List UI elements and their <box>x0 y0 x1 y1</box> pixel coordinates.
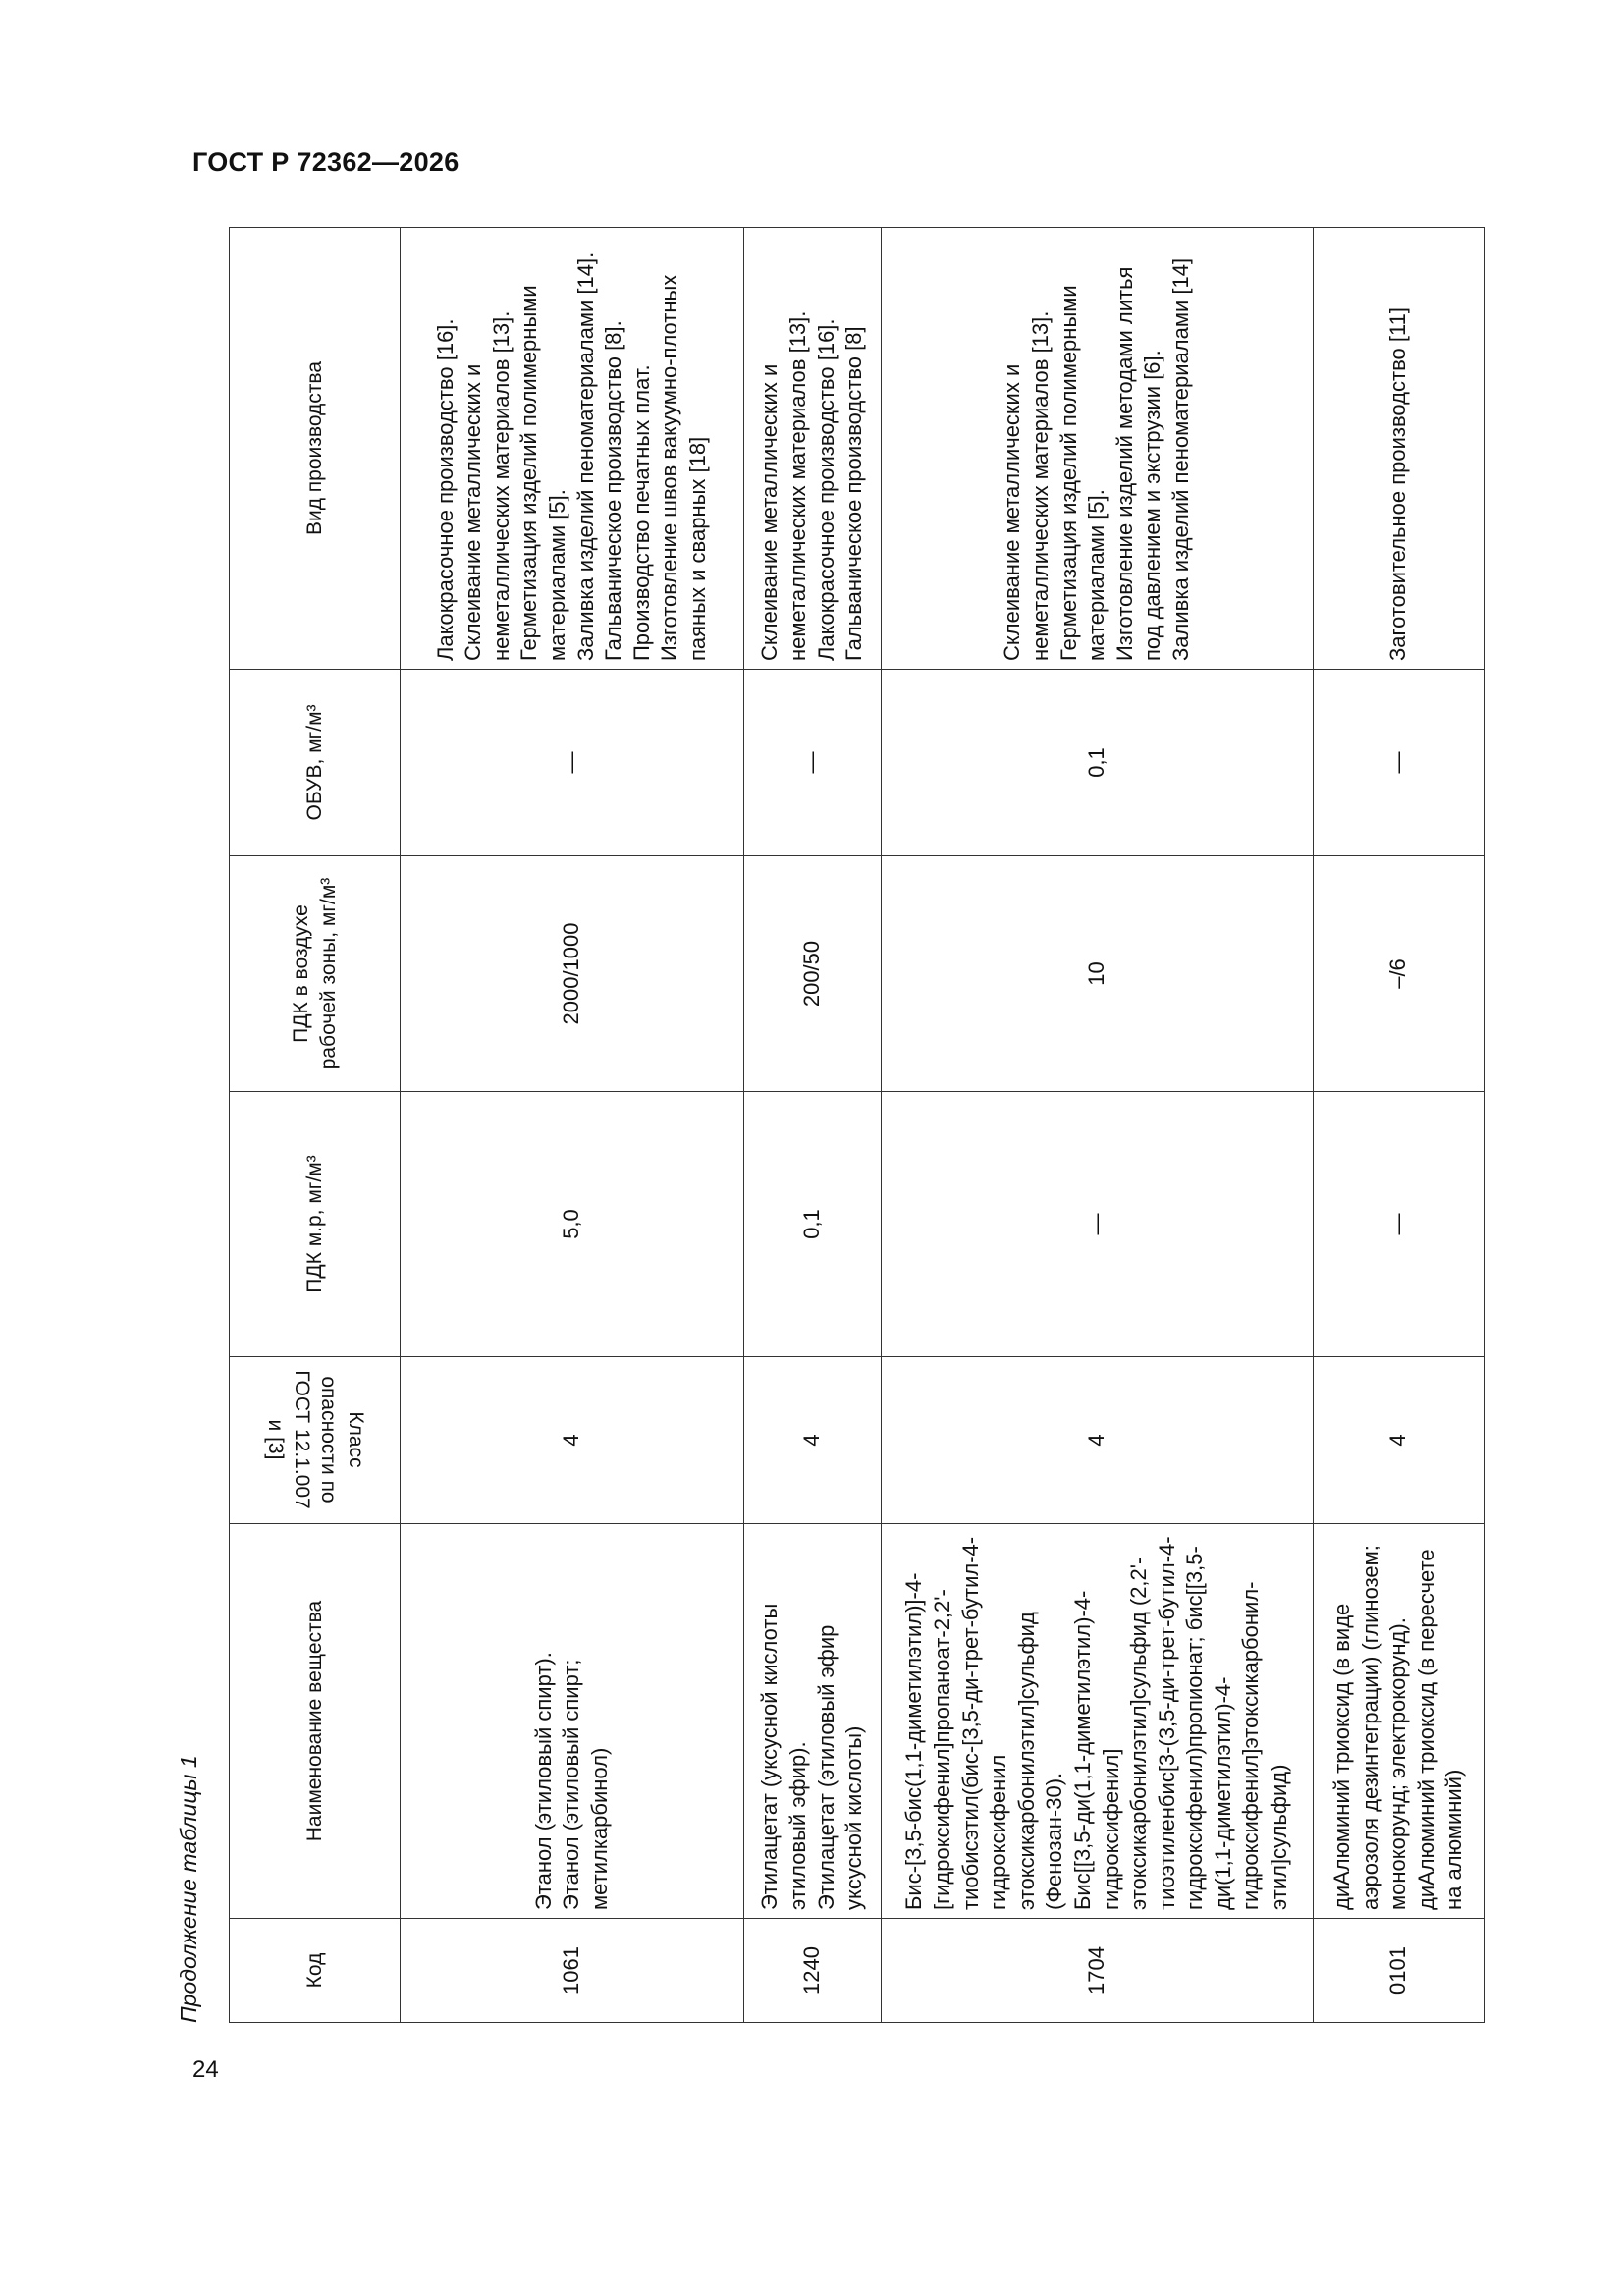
cell-obuv: — <box>744 670 882 856</box>
cell-name <box>744 1524 882 1919</box>
cell-hazard: 4 <box>882 1357 1314 1524</box>
cell-pdk-wz: 200/50 <box>744 856 882 1092</box>
cell-code: 1240 <box>744 1919 882 2023</box>
cell-production <box>744 228 882 670</box>
table-row <box>1314 228 1485 2023</box>
cell-production-text: Склеивание металлических и неметаллических материалов [13]. Герметизация изделий полимерными материалами [5]. Изготовление изделий методами литья под давлением и экструзии [6]. Заливка изделий пеноматериалами [14] <box>1000 257 1193 661</box>
header-obuv: ОБУВ, мг/м³ <box>230 670 401 856</box>
table-continuation-caption: Продолжение таблицы 1 <box>176 1755 201 2023</box>
header-pdk-mr: ПДК м.р, мг/м³ <box>230 1092 401 1357</box>
cell-code: 0101 <box>1314 1919 1485 2023</box>
rotated-table-block <box>176 228 1484 2023</box>
cell-production-text: Склеивание металлических и неметаллических материалов [13]. Лакокрасочное производство [16]. Гальваническое производство [8] <box>757 310 867 661</box>
table-header-row <box>230 228 401 2023</box>
substances-table <box>229 227 1485 2023</box>
cell-pdk-wz: –/6 <box>1314 856 1485 1092</box>
page-number: 24 <box>192 2056 219 2083</box>
cell-hazard: 4 <box>1314 1357 1485 1524</box>
cell-name <box>1314 1524 1485 1919</box>
cell-production <box>882 228 1314 670</box>
header-hazard-class: Класс опасности по ГОСТ 12.1.007 и [3] <box>230 1357 401 1524</box>
cell-obuv: — <box>1314 670 1485 856</box>
cell-production <box>1314 228 1485 670</box>
document-code: ГОСТ Р 72362—2026 <box>192 147 460 177</box>
table-row <box>744 228 882 2023</box>
cell-name <box>882 1524 1314 1919</box>
cell-name-text: диАлюминий триоксид (в виде аэрозоля дезинтеграции) (глинозем; монокорунд; электрокорунд). диАлюминий триоксид (в пересчете на алюминий) <box>1329 1545 1467 1910</box>
table-row <box>882 228 1314 2023</box>
header-production-type: Вид производства <box>230 228 401 670</box>
cell-production <box>401 228 744 670</box>
header-name: Наименование вещества <box>230 1524 401 1919</box>
cell-name-text: Этилацетат (уксусной кислоты этиловый эфир). Этилацетат (этиловый эфир уксусной кислоты) <box>757 1603 867 1910</box>
cell-pdk-wz: 2000/1000 <box>401 856 744 1092</box>
cell-production-text: Заготовительное производство [11] <box>1385 307 1411 661</box>
cell-name-text: Бис-[3,5-бис(1,1-диметилэтил)]-4-[гидроксифенил]пропаноат-2,2'-тиобисэтил(бис-[3,5-ди-трет-бутил-4-гидроксифенил этоксикарбонилэтил]сульфид (Фенозан-30). Бис[[3,5-ди(1,1-диметилэтил)-4-гидроксифенил] этоксикарбонилэтил]сульфид (2,2'-тиоэтиленбис[3-(3,5-ди-трет-бутил-4-гидроксифенил)пропионат; бис[[3,5-ди(1,1-диметилэтил)-4-гидроксифенил]этоксикарбонил-этил]сульфид) <box>901 1536 1292 1910</box>
cell-code: 1061 <box>401 1919 744 2023</box>
cell-obuv: 0,1 <box>882 670 1314 856</box>
cell-name <box>401 1524 744 1919</box>
header-pdk-work-zone: ПДК в воздухе рабочей зоны, мг/м³ <box>230 856 401 1092</box>
table-row <box>401 228 744 2023</box>
cell-pdk-mr: 0,1 <box>744 1092 882 1357</box>
cell-code: 1704 <box>882 1919 1314 2023</box>
cell-hazard: 4 <box>401 1357 744 1524</box>
cell-pdk-mr: — <box>1314 1092 1485 1357</box>
header-code: Код <box>230 1919 401 2023</box>
cell-production-text: Лакокрасочное производство [16]. Склеивание металлических и неметаллических материалов [13]. Герметизация изделий полимерными материалами [5]. Заливка изделий пеноматериалами [14]. Гальваническое производство [8]. Производство печатных плат. Изготовление швов вакуумно-плотных паяных и сварных [18] <box>432 251 710 661</box>
cell-obuv: — <box>401 670 744 856</box>
cell-pdk-mr: 5,0 <box>401 1092 744 1357</box>
cell-pdk-mr: — <box>882 1092 1314 1357</box>
cell-name-text: Этанол (этиловый спирт). Этанол (этиловый спирт; метилкарбинол) <box>530 1652 612 1910</box>
cell-hazard: 4 <box>744 1357 882 1524</box>
cell-pdk-wz: 10 <box>882 856 1314 1092</box>
